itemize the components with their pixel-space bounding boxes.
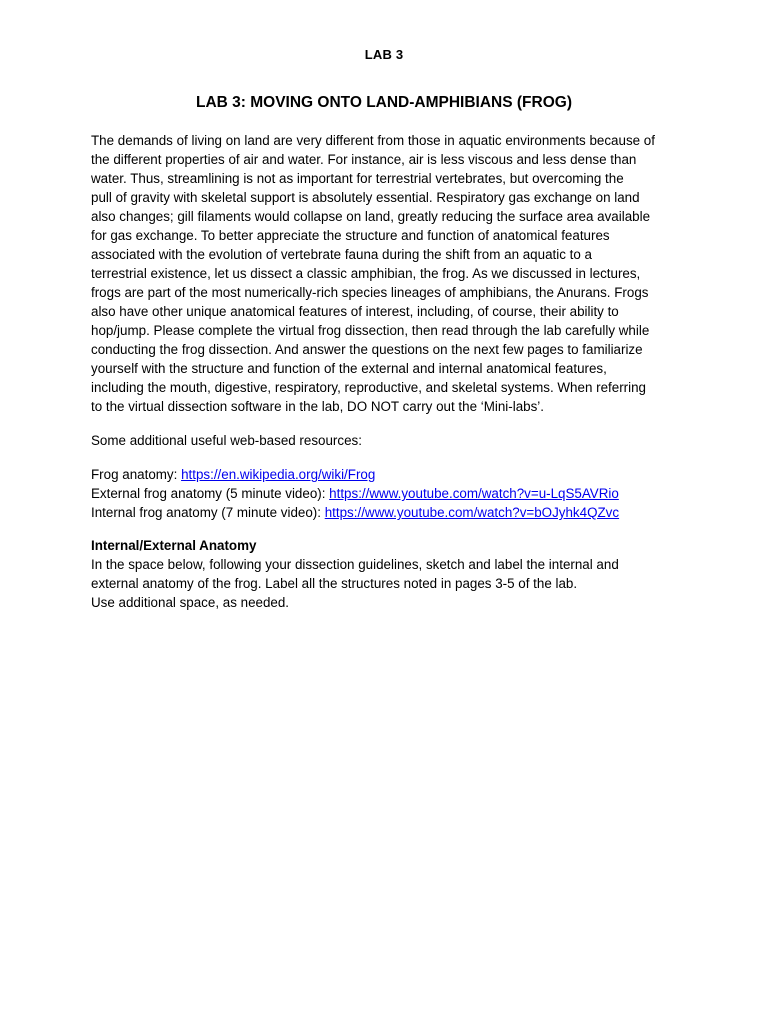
frog-anatomy-link[interactable]: https://en.wikipedia.org/wiki/Frog [181,467,376,482]
resource-link-label: Internal frog anatomy (7 minute video): [91,505,325,520]
intro-line: the different properties of air and water. For instance, air is less viscous and less dense than [91,152,637,167]
intro-line: associated with the evolution of vertebrate fauna during the shift from an aquatic to a [91,247,592,262]
section-line: Use additional space, as needed. [91,595,290,610]
intro-line: water. Thus, streamlining is not as important for terrestrial vertebrates, but overcoming the [91,171,624,186]
intro-line: to the virtual dissection software in the lab, DO NOT carry out the ‘Mini-labs’. [91,399,544,414]
resource-link-row [91,503,691,522]
page-header: LAB 3 [364,47,404,62]
resource-link-label: Frog anatomy: [91,467,182,482]
document-body [91,131,691,612]
internal-anatomy-video-link[interactable]: https://www.youtube.com/watch?v=bOJyhk4QZvc [324,505,620,520]
intro-line: conducting the frog dissection. And answer the questions on the next few pages to familiarize [91,342,643,357]
resource-link-label: External frog anatomy (5 minute video): [91,486,330,501]
intro-line: including the mouth, digestive, respiratory, reproductive, and skeletal systems. When referring [91,380,646,395]
intro-line: also changes; gill filaments would collapse on land, greatly reducing the surface area available [91,209,651,224]
intro-line: The demands of living on land are very different from those in aquatic environments because of [91,133,655,148]
intro-line: yourself with the structure and function of the external and internal anatomical features, [91,361,607,376]
resource-links [91,465,691,522]
section-heading: Internal/External Anatomy [91,538,257,553]
section-line: In the space below, following your dissection guidelines, sketch and label the internal and [91,557,619,572]
external-anatomy-video-link[interactable]: https://www.youtube.com/watch?v=u-LqS5AVRio [329,486,619,501]
intro-paragraph [91,131,691,416]
intro-line: for gas exchange. To better appreciate the structure and function of anatomical features [91,228,610,243]
intro-line: also have other unique anatomical features of interest, including, of course, their ability to [91,304,619,319]
section-instructions [91,555,691,612]
resources-intro: Some additional useful web-based resources: [91,433,362,448]
resource-link-row [91,484,691,503]
intro-line: pull of gravity with skeletal support is absolutely essential. Respiratory gas exchange on land [91,190,640,205]
section-line: external anatomy of the frog. Label all the structures noted in pages 3-5 of the lab. [91,576,578,591]
intro-line: terrestrial existence, let us dissect a classic amphibian, the frog. As we discussed in lectures, [91,266,641,281]
intro-line: frogs are part of the most numerically-rich species lineages of amphibians, the Anurans. Frogs [91,285,649,300]
page-title: LAB 3: MOVING ONTO LAND-AMPHIBIANS (FROG) [195,94,572,111]
resource-link-row [91,465,691,484]
intro-line: hop/jump. Please complete the virtual frog dissection, then read through the lab carefully while [91,323,650,338]
